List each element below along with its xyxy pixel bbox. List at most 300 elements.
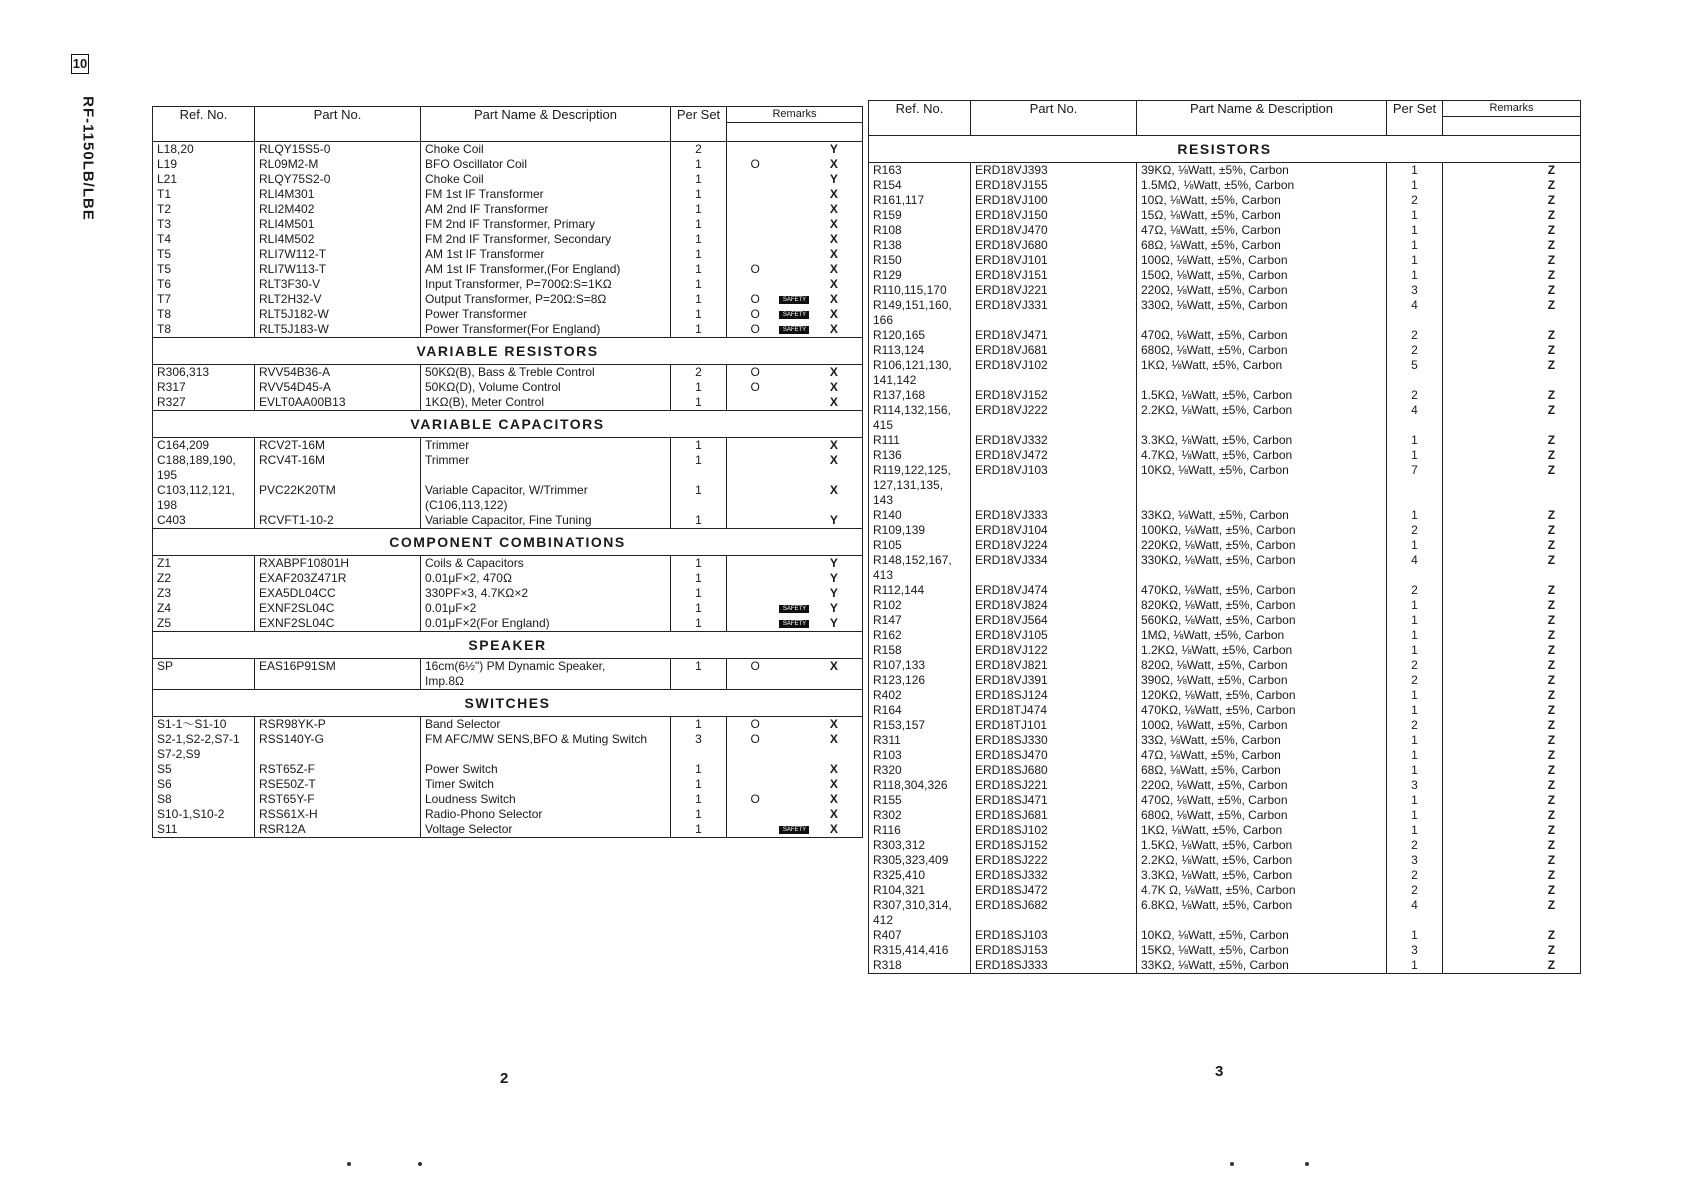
part-description: 1.5MΩ, ⅛Watt, ±5%, Carbon [1141, 178, 1295, 192]
part-no: ERD18VJ331 [975, 298, 1048, 312]
remark-code: Z [1547, 283, 1556, 297]
per-set-qty: 2 [1411, 328, 1418, 342]
remarks [1447, 868, 1576, 883]
ref-no: T7 [157, 292, 172, 306]
part-no: ERD18VJ334 [975, 553, 1048, 567]
part-no: EXAF203Z471R [259, 571, 347, 585]
part-no: ERD18SJ124 [975, 688, 1048, 702]
per-set-qty: 3 [1411, 778, 1418, 792]
ref-no: 413 [873, 568, 894, 582]
part-description: 120KΩ, ⅛Watt, ±5%, Carbon [1141, 688, 1296, 702]
ref-no: R311 [873, 733, 901, 747]
ref-no: R148,152,167, [873, 553, 952, 567]
remark-circle [731, 172, 779, 187]
safety-mark [779, 762, 809, 777]
ref-no: T8 [157, 307, 172, 321]
part-no: ERD18VJ105 [975, 628, 1048, 642]
section-title: COMPONENT COMBINATIONS [153, 529, 863, 556]
per-set-qty: 2 [1411, 193, 1418, 207]
part-no: RST65Z-F [259, 762, 316, 776]
per-set-qty: 2 [1411, 343, 1418, 357]
safety-mark [1496, 463, 1527, 478]
remark-code: X [829, 365, 838, 379]
remark-code: Z [1547, 928, 1556, 942]
part-description: 470KΩ, ⅛Watt, ±5%, Carbon [1141, 703, 1296, 717]
ref-no: R111 [873, 433, 900, 447]
remarks [731, 513, 858, 528]
safety-mark [779, 468, 809, 483]
safety-mark [1496, 928, 1527, 943]
remark-code: X [829, 453, 838, 467]
safety-mark [779, 217, 809, 232]
per-set-qty [1391, 313, 1438, 328]
safety-mark [779, 659, 809, 674]
remark-circle [1447, 748, 1496, 763]
ref-no: S7-2,S9 [157, 747, 201, 761]
part-description: 100Ω, ⅛Watt, ±5%, Carbon [1141, 253, 1288, 267]
remarks [1447, 523, 1576, 538]
remark-circle: O [750, 307, 760, 321]
ref-no: 143 [873, 493, 894, 507]
remarks [731, 674, 858, 689]
safety-mark [779, 498, 809, 513]
per-set-qty [675, 498, 722, 513]
per-set-qty: 2 [1411, 868, 1418, 882]
remark-circle [1447, 913, 1496, 928]
part-no: ERD18VJ391 [975, 673, 1048, 687]
header-part: Part No. [971, 101, 1137, 136]
per-set-qty: 2 [1411, 523, 1418, 537]
part-description: 0.01μF×2(For England) [425, 616, 550, 630]
part-no [975, 478, 1132, 493]
per-set-qty: 1 [695, 556, 702, 570]
remark-code: Z [1547, 838, 1556, 852]
remark-circle [731, 202, 779, 217]
remark-circle [1447, 403, 1496, 418]
safety-mark [1496, 538, 1527, 553]
safety-mark [1496, 703, 1527, 718]
ref-no: L21 [157, 172, 178, 186]
per-set-qty: 1 [695, 792, 702, 806]
per-set-qty: 3 [1411, 853, 1418, 867]
remark-circle [731, 468, 779, 483]
part-no: RLI4M501 [259, 217, 315, 231]
part-no: ERD18VJ681 [975, 343, 1048, 357]
remark-circle [1447, 193, 1496, 208]
safety-mark [1496, 163, 1527, 178]
remark-circle [1447, 658, 1496, 673]
remark-circle [1447, 328, 1496, 343]
remark-code: Y [829, 142, 838, 156]
ref-no: R109,139 [873, 523, 926, 537]
part-no: RSR12A [259, 822, 306, 836]
remark-code: X [829, 438, 838, 452]
per-set-qty: 1 [695, 513, 702, 527]
part-no: EXNF2SL04C [259, 616, 335, 630]
section-row [153, 411, 863, 438]
remark-code [1527, 568, 1576, 583]
part-no: RCVFT1-10-2 [259, 513, 334, 527]
part-no: ERD18VJ152 [975, 388, 1048, 402]
remark-code: X [829, 792, 838, 806]
safety-mark [779, 438, 809, 453]
remark-circle: O [750, 262, 760, 276]
remarks [731, 777, 858, 792]
per-set-qty [1391, 478, 1438, 493]
safety-mark [779, 292, 809, 307]
part-description [425, 747, 666, 762]
part-description: 1.5KΩ, ⅛Watt, ±5%, Carbon [1141, 838, 1293, 852]
ref-no: C103,112,121, [157, 483, 235, 497]
remark-code [1527, 418, 1576, 433]
part-description: 33KΩ, ⅛Watt, ±5%, Carbon [1141, 508, 1289, 522]
ref-no: T8 [157, 322, 172, 336]
per-set-qty: 1 [695, 277, 702, 291]
remarks [1447, 343, 1576, 358]
remark-code: Y [829, 601, 838, 615]
per-set-qty: 1 [695, 777, 702, 791]
per-set-qty: 1 [1411, 238, 1418, 252]
remark-code: Z [1547, 808, 1556, 822]
part-column [971, 163, 1137, 974]
remark-circle [731, 762, 779, 777]
part-no [259, 674, 416, 689]
safety-mark [1496, 193, 1527, 208]
parts-block [153, 556, 863, 632]
safety-mark [1496, 913, 1527, 928]
part-no: ERD18SJ472 [975, 883, 1048, 897]
remark-code: X [829, 307, 838, 321]
ref-no: C403 [157, 513, 186, 527]
per-set-qty: 1 [1411, 538, 1418, 552]
ref-no: R112,144 [873, 583, 925, 597]
remark-circle [731, 395, 779, 410]
per-set-qty: 1 [695, 762, 702, 776]
remarks [1447, 268, 1576, 283]
ref-no: Z4 [157, 601, 172, 615]
part-no: ERD18VJ151 [975, 268, 1048, 282]
remark-code: X [829, 762, 838, 776]
per-set-qty: 2 [1411, 673, 1418, 687]
section-row [153, 632, 863, 659]
remarks [731, 717, 858, 732]
remark-code: Z [1547, 853, 1556, 867]
part-no: ERD18VJ564 [975, 613, 1048, 627]
remark-circle [1447, 943, 1496, 958]
remarks [1447, 238, 1576, 253]
remark-code: Z [1547, 718, 1556, 732]
part-description: 3.3KΩ, ⅛Watt, ±5%, Carbon [1141, 433, 1293, 447]
ref-no: R136 [873, 448, 902, 462]
remark-code: Z [1547, 733, 1556, 747]
remark-circle [731, 571, 779, 586]
part-no: ERD18VJ680 [975, 238, 1048, 252]
part-no: RCV4T-16M [259, 453, 326, 467]
remarks [1447, 748, 1576, 763]
ref-no: R116 [873, 823, 901, 837]
ref-column [153, 142, 255, 338]
part-no [975, 493, 1132, 508]
header-remarks: Remarks [727, 107, 863, 142]
part-no: RLI4M502 [259, 232, 315, 246]
remark-code: Z [1547, 358, 1556, 372]
part-no: RVV54B36-A [259, 365, 331, 379]
remark-circle: O [750, 380, 760, 394]
part-description: Trimmer [425, 453, 470, 467]
part-no: ERD18SJ153 [975, 943, 1048, 957]
safety-mark [1496, 283, 1527, 298]
ref-no: R108 [873, 223, 902, 237]
remark-circle [1447, 733, 1496, 748]
safety-mark [1496, 808, 1527, 823]
per-set-qty: 2 [1411, 388, 1418, 402]
parts-block [869, 163, 1581, 974]
part-description: Imp.8Ω [425, 674, 464, 688]
per-set-column [671, 142, 727, 338]
remark-circle [731, 601, 779, 616]
safety-mark [779, 747, 809, 762]
part-no: ERD18TJ474 [975, 703, 1048, 717]
ref-no: R106,121,130, [873, 358, 952, 372]
ref-no: R114,132,156, [873, 403, 951, 417]
remarks [1447, 598, 1576, 613]
part-description: 1.5KΩ, ⅛Watt, ±5%, Carbon [1141, 388, 1293, 402]
part-no: ERD18SJ332 [975, 868, 1048, 882]
part-description: Coils & Capacitors [425, 556, 524, 570]
part-description: 470Ω, ⅛Watt, ±5%, Carbon [1141, 793, 1288, 807]
remark-circle [731, 586, 779, 601]
remark-code: Z [1547, 598, 1556, 612]
part-description: Band Selector [425, 717, 501, 731]
remarks [1447, 553, 1576, 568]
remark-circle [1447, 163, 1496, 178]
ref-no: SP [157, 659, 174, 673]
safety-mark [1496, 613, 1527, 628]
remark-circle [1447, 703, 1496, 718]
part-description: AM 1st IF Transformer,(For England) [425, 262, 621, 276]
part-description: 4.7KΩ, ⅛Watt, ±5%, Carbon [1141, 448, 1293, 462]
parts-block [153, 659, 863, 690]
per-set-qty: 1 [1411, 823, 1418, 837]
remark-circle [1447, 883, 1496, 898]
part-description: 820Ω, ⅛Watt, ±5%, Carbon [1141, 658, 1288, 672]
per-set-qty: 2 [1411, 838, 1418, 852]
per-set-qty: 4 [1411, 898, 1418, 912]
remark-code [1527, 313, 1576, 328]
parts-block [153, 438, 863, 529]
remark-circle [1447, 868, 1496, 883]
safety-mark [779, 616, 809, 631]
per-set-qty: 3 [1411, 283, 1418, 297]
part-description: 10KΩ, ⅛Watt, ±5%, Carbon [1141, 928, 1289, 942]
per-set-qty: 1 [1411, 763, 1418, 777]
remarks [1447, 478, 1576, 493]
ref-no: S6 [157, 777, 172, 791]
ref-no: R407 [873, 928, 902, 942]
remarks [1447, 208, 1576, 223]
remarks [1447, 913, 1576, 928]
remark-code: X [829, 187, 838, 201]
part-description: 470KΩ, ⅛Watt, ±5%, Carbon [1141, 583, 1296, 597]
part-description: 0.01μF×2, 470Ω [425, 571, 512, 585]
per-set-column [671, 556, 727, 632]
part-description: Input Transformer, P=700Ω:S=1KΩ [425, 277, 612, 291]
part-description: 2.2KΩ, ⅛Watt, ±5%, Carbon [1141, 403, 1293, 417]
page-number-right: 3 [1215, 1063, 1224, 1080]
part-description: 820KΩ, ⅛Watt, ±5%, Carbon [1141, 598, 1296, 612]
per-set-qty: 2 [695, 365, 702, 379]
part-description: 6.8KΩ, ⅛Watt, ±5%, Carbon [1141, 898, 1293, 912]
remarks [1447, 793, 1576, 808]
part-no: RSE50Z-T [259, 777, 316, 791]
remark-circle [1447, 838, 1496, 853]
ref-no: R147 [873, 613, 902, 627]
ref-no: R119,122,125, [873, 463, 951, 477]
remark-circle [1447, 928, 1496, 943]
remarks-column [727, 556, 863, 632]
remark-code [810, 468, 858, 483]
remarks [1447, 193, 1576, 208]
safety-mark [1496, 403, 1527, 418]
part-description: Loudness Switch [425, 792, 516, 806]
remark-code: Z [1547, 253, 1556, 267]
remarks [1447, 508, 1576, 523]
remark-code: Z [1547, 628, 1556, 642]
scan-mark [347, 1162, 351, 1166]
remark-circle [1447, 853, 1496, 868]
part-description: 16cm(6½") PM Dynamic Speaker, [425, 659, 606, 673]
remark-circle [1447, 718, 1496, 733]
part-no: EVLT0AA00B13 [259, 395, 346, 409]
ref-no: 141,142 [873, 373, 917, 387]
remarks [1447, 388, 1576, 403]
header-remarks: Remarks [1443, 101, 1581, 136]
remark-code: Z [1547, 553, 1556, 567]
desc-column [421, 438, 671, 529]
section-title: VARIABLE CAPACITORS [153, 411, 863, 438]
remarks [1447, 223, 1576, 238]
part-no: ERD18VJ821 [975, 658, 1048, 672]
part-description: Voltage Selector [425, 822, 513, 836]
remark-circle [1447, 808, 1496, 823]
remark-circle [1447, 763, 1496, 778]
safety-mark [1496, 388, 1527, 403]
part-no: ERD18SJ222 [975, 853, 1048, 867]
ref-no: R305,323,409 [873, 853, 949, 867]
remark-circle [1447, 793, 1496, 808]
part-no [975, 913, 1132, 928]
part-description: Trimmer [425, 438, 470, 452]
per-set-qty: 1 [1411, 688, 1418, 702]
part-description: 100Ω, ⅛Watt, ±5%, Carbon [1141, 718, 1288, 732]
part-no: ERD18VJ104 [975, 523, 1048, 537]
remarks [1447, 253, 1576, 268]
remark-circle: O [750, 717, 760, 731]
safety-badge: SAFETY [779, 605, 809, 613]
part-description: Output Transformer, P=20Ω:S=8Ω [425, 292, 607, 306]
ref-column [869, 163, 971, 974]
ref-column [153, 365, 255, 411]
desc-column [421, 142, 671, 338]
safety-mark [1496, 658, 1527, 673]
left-parts-table [152, 106, 863, 838]
part-no: EXNF2SL04C [259, 601, 335, 615]
remarks [731, 498, 858, 513]
part-description: 15Ω, ⅛Watt, ±5%, Carbon [1141, 208, 1281, 222]
per-set-qty: 4 [1411, 553, 1418, 567]
header-ref: Ref. No. [153, 107, 255, 142]
remarks [731, 172, 858, 187]
remark-code: X [829, 157, 838, 171]
safety-mark [779, 157, 809, 172]
ref-no: R137,168 [873, 388, 926, 402]
part-no: ERD18VJ222 [975, 403, 1048, 417]
safety-mark [1496, 478, 1527, 493]
ref-no: T4 [157, 232, 172, 246]
remark-code: Z [1547, 778, 1556, 792]
part-no: RLI7W113-T [259, 262, 327, 276]
part-no: ERD18TJ101 [975, 718, 1048, 732]
safety-mark [779, 807, 809, 822]
part-no: ERD18SJ330 [975, 733, 1048, 747]
part-description: 390Ω, ⅛Watt, ±5%, Carbon [1141, 673, 1288, 687]
part-description: AM 1st IF Transformer [425, 247, 545, 261]
remark-circle [1447, 478, 1496, 493]
part-no: RST65Y-F [259, 792, 315, 806]
remark-code: Z [1547, 388, 1556, 402]
remarks [1447, 763, 1576, 778]
safety-mark [1496, 553, 1527, 568]
ref-no: R123,126 [873, 673, 926, 687]
remark-circle [731, 822, 779, 837]
remark-circle [731, 187, 779, 202]
remark-code: X [829, 262, 838, 276]
safety-mark [779, 792, 809, 807]
remark-code: X [829, 292, 838, 306]
remark-code: Z [1547, 868, 1556, 882]
remark-code [810, 498, 858, 513]
part-description: 1.2KΩ, ⅛Watt, ±5%, Carbon [1141, 643, 1293, 657]
remarks [731, 157, 858, 172]
part-description: 1MΩ, ⅛Watt, ±5%, Carbon [1141, 628, 1285, 642]
remark-code: Z [1547, 583, 1556, 597]
safety-mark [779, 822, 809, 837]
remark-code: Z [1547, 643, 1556, 657]
remark-circle [1447, 613, 1496, 628]
per-set-qty: 1 [695, 438, 702, 452]
ref-no: S11 [157, 822, 178, 836]
ref-no: Z5 [157, 616, 172, 630]
per-set-qty: 1 [1411, 163, 1418, 177]
parts-block [153, 142, 863, 338]
remarks [1447, 313, 1576, 328]
remark-code: Z [1547, 403, 1556, 417]
ref-no: R306,313 [157, 365, 210, 379]
per-set-qty [1391, 568, 1438, 583]
per-set-qty: 3 [1411, 943, 1418, 957]
remarks [1447, 883, 1576, 898]
part-no: EAS16P91SM [259, 659, 336, 673]
part-no: RVV54D45-A [259, 380, 331, 394]
ref-no: 198 [157, 498, 178, 512]
remark-code: Z [1547, 238, 1556, 252]
per-set-qty: 1 [695, 172, 702, 186]
remark-code: Z [1547, 673, 1556, 687]
safety-mark [779, 322, 809, 337]
remarks [731, 262, 858, 277]
part-no: RLI7W112-T [259, 247, 327, 261]
per-set-qty: 1 [1411, 958, 1418, 972]
